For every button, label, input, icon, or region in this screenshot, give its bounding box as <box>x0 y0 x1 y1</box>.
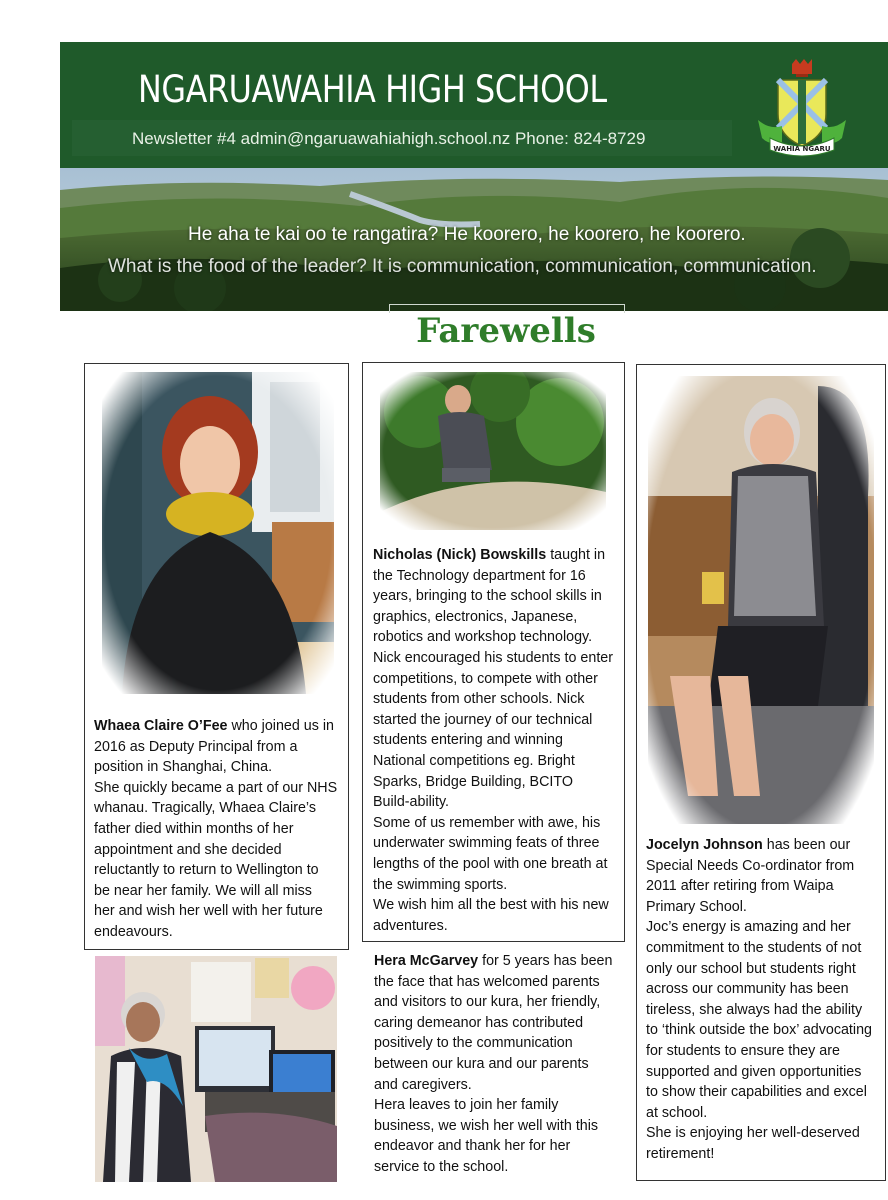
newsletter-contact-line: Newsletter #4 admin@ngaruawahiahigh.school.nz Phone: 824-8729 <box>132 129 646 148</box>
bio-line: robotics and workshop technology. <box>373 629 593 646</box>
bio-line: has been our <box>762 837 851 853</box>
bio-line: commitment to the students of not <box>646 939 862 956</box>
bio-line: supported and given opportunities <box>646 1063 862 1080</box>
bio-line: We wish him all the best with his new <box>373 897 609 914</box>
hera-mcgarvey-name: Hera McGarvey <box>374 953 479 969</box>
bio-line: only our school but students right <box>646 960 856 977</box>
bio-line: appointment and she decided <box>94 841 282 858</box>
jocelyn-johnson-bio <box>646 835 882 1165</box>
claire-ofee-name: Whaea Claire O’Fee <box>94 718 228 734</box>
school-name: NGARUAWAHIA HIGH SCHOOL <box>138 68 607 111</box>
bio-line: lengths of the pool with one breath at <box>373 855 608 872</box>
jocelyn-johnson-name: Jocelyn Johnson <box>646 837 763 853</box>
bio-line: position in Shanghai, China. <box>94 759 273 776</box>
bio-line: students entering and winning <box>373 732 563 749</box>
bio-line: for students to ensure they are <box>646 1042 840 1059</box>
nick-bowskills-bio <box>373 545 621 936</box>
nick-bowskills-photo <box>380 372 606 530</box>
bio-line: whanau. Tragically, Whaea Claire’s <box>94 800 316 817</box>
bio-line: taught in <box>546 547 606 563</box>
bio-line: endeavor and thank her for her <box>374 1138 571 1155</box>
bio-line: business, we wish her well with this <box>374 1117 599 1134</box>
section-title: Farewells <box>416 311 596 351</box>
bio-line: reluctantly to return to Wellington to <box>94 862 319 879</box>
bio-line: She quickly became a part of our NHS <box>94 779 338 796</box>
bio-line: the swimming sports. <box>373 876 508 893</box>
bio-line: years, bringing to the school skills in <box>373 588 602 605</box>
claire-ofee-bio <box>94 716 344 943</box>
bio-line: and visitors to our kura, her friendly, <box>374 994 601 1011</box>
bio-line: competitions, to compete with other <box>373 670 598 687</box>
bio-line: Joc’s energy is amazing and her <box>646 919 851 936</box>
bio-line: Hera leaves to join her family <box>374 1097 559 1114</box>
bio-line: caring demeanor has contributed <box>374 1014 584 1031</box>
bio-line: started the journey of our technical <box>373 711 593 728</box>
bio-line: service to the school. <box>374 1158 509 1175</box>
hera-mcgarvey-bio <box>374 951 624 1178</box>
bio-line: and caregivers. <box>374 1076 472 1093</box>
bio-line: tireless, she always had the ability <box>646 1001 863 1018</box>
nick-bowskills-name: Nicholas (Nick) Bowskills <box>373 547 547 563</box>
bio-line: Some of us remember with awe, his <box>373 814 601 831</box>
bio-line: students from other schools. Nick <box>373 691 585 708</box>
english-translation: What is the food of the leader? It is communication, communication, communication. <box>108 256 817 277</box>
bio-line: between our kura and our parents <box>374 1055 589 1072</box>
bio-line: father died within months of her <box>94 820 294 837</box>
claire-ofee-photo <box>102 372 334 694</box>
bio-line: retirement! <box>646 1145 715 1162</box>
bio-line: the Technology department for 16 <box>373 567 586 584</box>
bio-line: She is enjoying her well-deserved <box>646 1125 860 1142</box>
bio-line: the face that has welcomed parents <box>374 973 600 990</box>
bio-line: Special Needs Co-ordinator from <box>646 857 855 874</box>
bio-line: positively to the communication <box>374 1035 573 1052</box>
bio-line: who joined us in <box>227 718 335 734</box>
bio-line: graphics, electronics, Japanese, <box>373 608 578 625</box>
school-crest-icon <box>752 58 852 158</box>
bio-line: Nick encouraged his students to enter <box>373 649 614 666</box>
bio-line: her and wish her well with her future <box>94 903 323 920</box>
bio-line: underwater swimming feats of three <box>373 835 600 852</box>
bio-line: 2011 after retiring from Waipa <box>646 878 834 895</box>
bio-line: to show their capabilities and excel <box>646 1084 867 1101</box>
bio-line: for 5 years has been <box>478 953 613 969</box>
bio-line: Build-ability. <box>373 794 450 811</box>
jocelyn-johnson-photo <box>648 376 874 824</box>
crest-motto: WAHIA NGARU <box>773 145 831 153</box>
bio-line: National competitions eg. Bright <box>373 752 575 769</box>
hera-mcgarvey-photo <box>95 956 337 1182</box>
bio-line: across our community has been <box>646 981 849 998</box>
bio-line: 2016 as Deputy Principal from a <box>94 738 298 755</box>
bio-line: be near her family. We will all miss <box>94 882 312 899</box>
bio-line: to ‘think outside the box’ advocating <box>646 1022 872 1039</box>
maori-proverb: He aha te kai oo te rangatira? He koorero, he koorero, he koorero. <box>188 224 746 245</box>
bio-line: at school. <box>646 1104 708 1121</box>
bio-line: adventures. <box>373 917 448 934</box>
bio-line: Sparks, Bridge Building, BCITO <box>373 773 573 790</box>
bio-line: endeavours. <box>94 923 173 940</box>
bio-line: Primary School. <box>646 898 747 915</box>
